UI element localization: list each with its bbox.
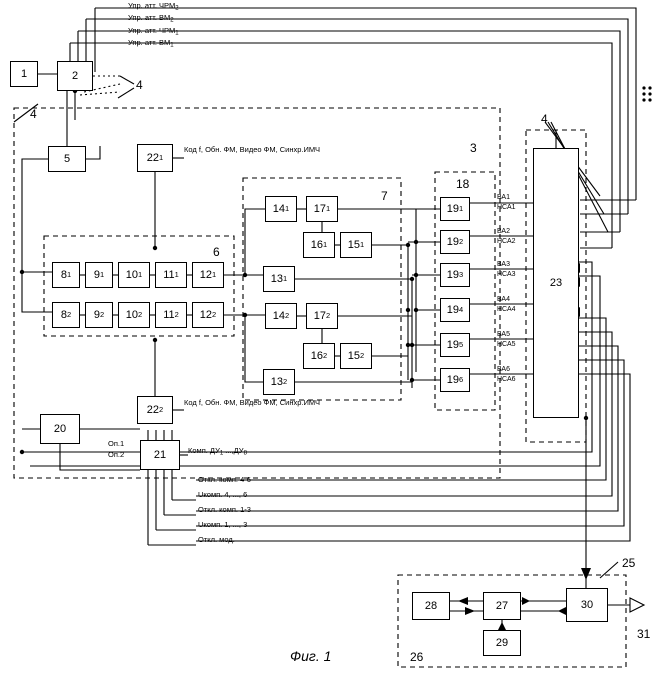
- block-label-subscript: 2: [174, 310, 179, 320]
- block-b19_2: [440, 230, 470, 254]
- block-label-subscript: 2: [138, 310, 143, 320]
- block-label: 29: [495, 636, 509, 649]
- top-signal-label-1: Упр. атт. $ВМ_2$: [128, 13, 174, 24]
- block-label: 22: [146, 403, 160, 416]
- block-label-subscript: 2: [283, 377, 288, 387]
- block-b11_1: [155, 262, 187, 288]
- signal-label-otkl-komp-4-6: Откл. комп. 4-6: [198, 475, 251, 484]
- group-number: 26: [410, 650, 424, 664]
- terminal-hca-label: НСА5: [497, 341, 516, 348]
- block-label: 20: [53, 422, 67, 435]
- block-label-subscript: 1: [159, 153, 164, 163]
- group-number: 6: [213, 245, 220, 259]
- block-label: 23: [549, 276, 563, 289]
- block-b14_1: [265, 196, 297, 222]
- block-label: 14: [272, 202, 286, 215]
- block-b17_2: [306, 303, 338, 329]
- top-signal-label-0: Упр. атт. $ЧРМ_2$: [128, 1, 179, 12]
- block-label-subscript: 6: [459, 375, 464, 385]
- block-label: 9: [93, 268, 100, 281]
- block-b9_2: [85, 302, 113, 328]
- block-b21: [140, 440, 180, 470]
- block-label-subscript: 2: [285, 311, 290, 321]
- block-label-subscript: 3: [459, 270, 464, 280]
- signal-label-otkl-komp-1-3: Откл. комп. 1-3: [198, 505, 251, 514]
- block-label-subscript: 1: [138, 270, 143, 280]
- terminal-ba-label: ВА2: [497, 228, 510, 235]
- block-label-subscript: 1: [99, 270, 105, 280]
- block-b17_1: [306, 196, 338, 222]
- block-b10_1: [118, 262, 150, 288]
- signal-label-komp-du: Комп. $ДУ_1$ $...,ДУ_8$: [188, 446, 247, 457]
- block-label-subscript: 1: [174, 270, 179, 280]
- block-b13_2: [263, 369, 295, 395]
- block-b5: [48, 146, 86, 172]
- block-label: 8: [60, 268, 67, 281]
- block-b19_3: [440, 263, 470, 287]
- block-b22_2: [137, 396, 173, 424]
- block-label: 16: [310, 238, 324, 251]
- block-label: 21: [153, 448, 167, 461]
- group-number: 4: [541, 112, 548, 126]
- block-label: 19: [446, 338, 460, 351]
- block-label-subscript: 1: [212, 270, 217, 280]
- block-label: 19: [446, 202, 460, 215]
- block-b8_1: [52, 262, 80, 288]
- block-b15_1: [340, 232, 372, 258]
- block-label-subscript: 2: [459, 237, 464, 247]
- block-b30: [566, 588, 608, 622]
- block-b29: [483, 630, 521, 656]
- block-label-subscript: 1: [283, 274, 288, 284]
- block-label: 19: [446, 303, 460, 316]
- top-signal-label-2: Упр. атт. $ЧРМ_1$: [128, 26, 179, 37]
- block-b22_1: [137, 144, 173, 172]
- terminal-hca-label: НСА4: [497, 306, 516, 313]
- block-label-subscript: 1: [459, 204, 464, 214]
- terminal-ba-label: ВА1: [497, 194, 510, 201]
- signal-label-otkl-mod: Откл. мод.: [198, 535, 235, 544]
- block-label: 15: [347, 238, 361, 251]
- group-number: 31: [637, 627, 651, 641]
- signal-label-ukomp-1-3: Uкомп. 1, ..., 3: [198, 520, 248, 529]
- block-label: 10: [125, 308, 139, 321]
- block-b19_6: [440, 368, 470, 392]
- block-label: 27: [495, 599, 509, 612]
- block-label: 30: [580, 598, 594, 611]
- block-b16_1: [303, 232, 335, 258]
- block-label-subscript: 1: [326, 204, 331, 214]
- block-label: 5: [63, 152, 71, 165]
- block-label-subscript: 2: [99, 310, 105, 320]
- block-b12_2: [192, 302, 224, 328]
- block-label-subscript: 1: [66, 270, 72, 280]
- block-b19_4: [440, 298, 470, 322]
- terminal-ba-label: ВА5: [497, 331, 510, 338]
- block-label: 1: [20, 67, 28, 80]
- block-label-subscript: 5: [459, 340, 464, 350]
- terminal-hca-label: НСА3: [497, 271, 516, 278]
- group-number: 4: [136, 78, 143, 92]
- terminal-ba-label: ВА3: [497, 261, 510, 268]
- block-label: 17: [313, 309, 327, 322]
- terminal-ba-label: ВА4: [497, 296, 510, 303]
- block-label: 19: [446, 268, 460, 281]
- signal-label-op2: Оп.2: [108, 450, 125, 459]
- block-label: 9: [93, 308, 100, 321]
- block-label: 19: [446, 235, 460, 248]
- block-b14_2: [265, 303, 297, 329]
- top-signal-label-3: Упр. атт. $ВМ_1$: [128, 38, 174, 49]
- group-number: 4: [30, 107, 37, 121]
- block-label-subscript: 1: [323, 240, 328, 250]
- block-label: 11: [163, 308, 175, 321]
- block-label-subscript: 2: [66, 310, 72, 320]
- block-b1: [10, 61, 38, 87]
- block-label-subscript: 1: [360, 240, 365, 250]
- block-b12_1: [192, 262, 224, 288]
- block-b27: [483, 592, 521, 620]
- block-b19_5: [440, 333, 470, 357]
- block-b11_2: [155, 302, 187, 328]
- block-label-subscript: 2: [212, 310, 217, 320]
- block-label: 19: [446, 373, 460, 386]
- block-b23: [533, 148, 579, 418]
- block-b28: [412, 592, 450, 620]
- group-number: 18: [456, 177, 470, 191]
- block-label: 13: [270, 272, 284, 285]
- block-b15_2: [340, 343, 372, 369]
- terminal-hca-label: НСА2: [497, 238, 516, 245]
- block-label: 28: [424, 599, 438, 612]
- terminal-hca-label: НСА1: [497, 204, 516, 211]
- block-label: 12: [199, 268, 213, 281]
- signal-label-code-f-bottom: Код f, Обн. ФМ, Видео ФМ, Синхр.ИМЧ: [184, 398, 321, 407]
- block-b8_2: [52, 302, 80, 328]
- block-b9_1: [85, 262, 113, 288]
- block-b19_1: [440, 197, 470, 221]
- block-b20: [40, 414, 80, 444]
- terminal-hca-label: НСА6: [497, 376, 516, 383]
- block-label-subscript: 2: [159, 405, 164, 415]
- figure-caption: Фиг. 1: [290, 648, 332, 664]
- group-number: 25: [622, 556, 636, 570]
- signal-label-code-f-top: Код f, Обн. ФМ, Видео ФМ, Синхр.ИМЧ: [184, 145, 321, 154]
- group-number: 3: [470, 141, 477, 155]
- block-label: 8: [60, 308, 67, 321]
- block-label: 22: [146, 151, 160, 164]
- terminal-ba-label: ВА6: [497, 366, 510, 373]
- block-b13_1: [263, 266, 295, 292]
- group-number: 7: [381, 189, 388, 203]
- block-label: 14: [272, 309, 286, 322]
- block-label-subscript: 1: [285, 204, 290, 214]
- block-label: 12: [199, 308, 213, 321]
- signal-label-op1: Оп.1: [108, 439, 125, 448]
- block-label-subscript: 4: [459, 305, 464, 315]
- block-label: 10: [125, 268, 139, 281]
- block-label-subscript: 2: [360, 351, 365, 361]
- block-b10_2: [118, 302, 150, 328]
- block-b16_2: [303, 343, 335, 369]
- block-label: 16: [310, 349, 324, 362]
- block-b2: [57, 61, 93, 91]
- signal-label-ukomp-4-6: Uкомп. 4, ..., 6: [198, 490, 248, 499]
- block-label: 15: [347, 349, 361, 362]
- block-label-subscript: 2: [326, 311, 331, 321]
- block-label: 2: [71, 69, 79, 82]
- block-label: 17: [313, 202, 327, 215]
- block-label: 11: [163, 268, 175, 281]
- block-label-subscript: 2: [323, 351, 328, 361]
- block-label: 13: [270, 375, 284, 388]
